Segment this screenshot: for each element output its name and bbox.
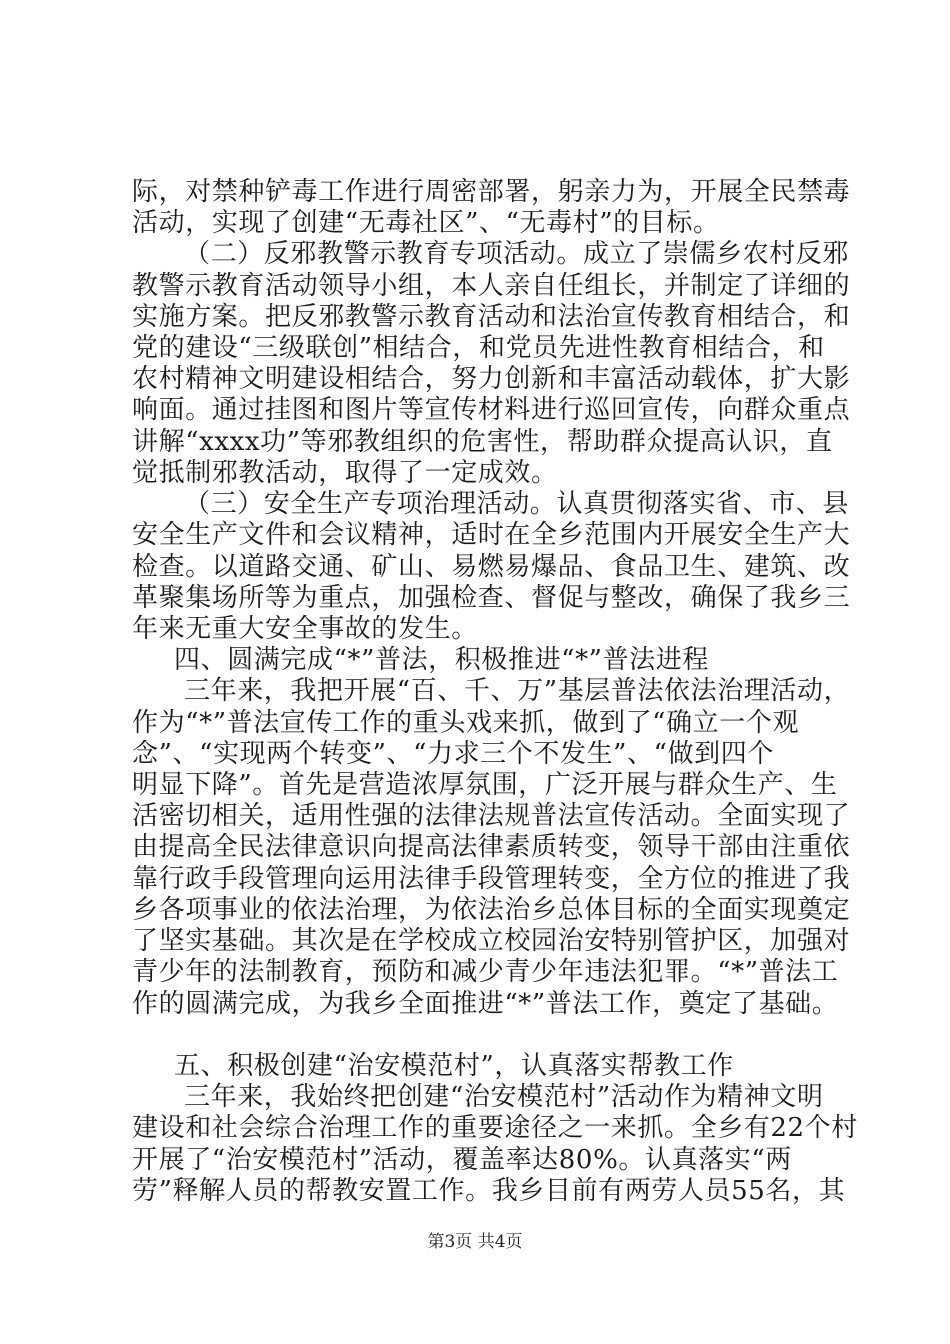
text-line: 党的建设“三级联创”相结合，和党员先进性教育相结合，和: [132, 333, 825, 363]
text-line: 三年来，我始终把创建“治安模范村”活动作为精神文明: [184, 1082, 824, 1112]
text-line: 了坚实基础。其次是在学校成立校园治安特别管护区，加强对: [132, 926, 851, 956]
section-heading: 五、积极创建“治安模范村”，认真落实帮教工作: [174, 1051, 734, 1081]
text-line: 明显下降”。首先是营造浓厚氛围，广泛开展与群众生产、生: [132, 770, 838, 800]
text-line: 开展了“治安模范村”活动，覆盖率达80%。认真落实“两: [132, 1145, 792, 1175]
text-line: 作为“*”普法宣传工作的重头戏来抓，做到了“确立一个观: [132, 708, 800, 738]
section-heading: （三）安全生产专项治理活动。认真贯彻落实省、市、县: [184, 489, 850, 519]
text-line: 讲解“xxxx功”等邪教组织的危害性，帮助群众提高认识，直: [132, 427, 833, 457]
text-line: 劳”释解人员的帮教安置工作。我乡目前有两劳人员55名，其: [132, 1176, 846, 1206]
text-line: 实施方案。把反邪教警示教育活动和法治宣传教育相结合，和: [132, 302, 851, 332]
text-line: 响面。通过挂图和图片等宣传材料进行巡回宣传，向群众重点: [132, 395, 851, 425]
text-line: 检查。以道路交通、矿山、易燃易爆品、食品卫生、建筑、改: [132, 552, 851, 582]
text-line: 乡各项事业的依法治理，为依法治乡总体目标的全面实现奠定: [132, 895, 851, 925]
text-line: 农村精神文明建设相结合，努力创新和丰富活动载体，扩大影: [132, 364, 851, 394]
text-line: 建设和社会综合治理工作的重要途径之一来抓。全乡有22个村: [132, 1113, 858, 1143]
text-line: 靠行政手段管理向运用法律手段管理转变，全方位的推进了我: [132, 864, 851, 894]
text-line: 念”、“实现两个转变”、“力求三个不发生”、“做到四个: [132, 739, 774, 769]
text-line: 活密切相关，适用性强的法律法规普法宣传活动。全面实现了: [132, 801, 851, 831]
text-line: 教警示教育活动领导小组，本人亲自任组长，并制定了详细的: [132, 271, 851, 301]
text-line: 三年来，我把开展“百、千、万”基层普法依法治理活动，: [184, 676, 851, 706]
text-line: 作的圆满完成，为我乡全面推进“*”普法工作，奠定了基础。: [132, 989, 839, 1019]
text-line: 安全生产文件和会议精神，适时在全乡范围内开展安全生产大: [132, 520, 851, 550]
text-line: 由提高全民法律意识向提高法律素质转变，领导干部由注重依: [132, 832, 851, 862]
text-line: 革聚集场所等为重点，加强检查、督促与整改，确保了我乡三: [132, 583, 851, 613]
section-heading: （二）反邪教警示教育专项活动。成立了崇儒乡农村反邪: [184, 239, 850, 269]
text-line: 青少年的法制教育，预防和减少青少年违法犯罪。“*”普法工: [132, 957, 839, 987]
text-line: 际，对禁种铲毒工作进行周密部署，躬亲力为，开展全民禁毒: [132, 177, 851, 207]
text-line: 年来无重大安全事故的发生。: [132, 614, 478, 644]
text-line: 觉抵制邪教活动，取得了一定成效。: [132, 458, 558, 488]
text-line: 活动，实现了创建“无毒社区”、“无毒村”的目标。: [132, 208, 720, 238]
page-number-footer: 第3页 共4页: [427, 1232, 523, 1252]
section-heading: 四、圆满完成“*”普法，积极推进“*”普法进程: [174, 645, 709, 675]
